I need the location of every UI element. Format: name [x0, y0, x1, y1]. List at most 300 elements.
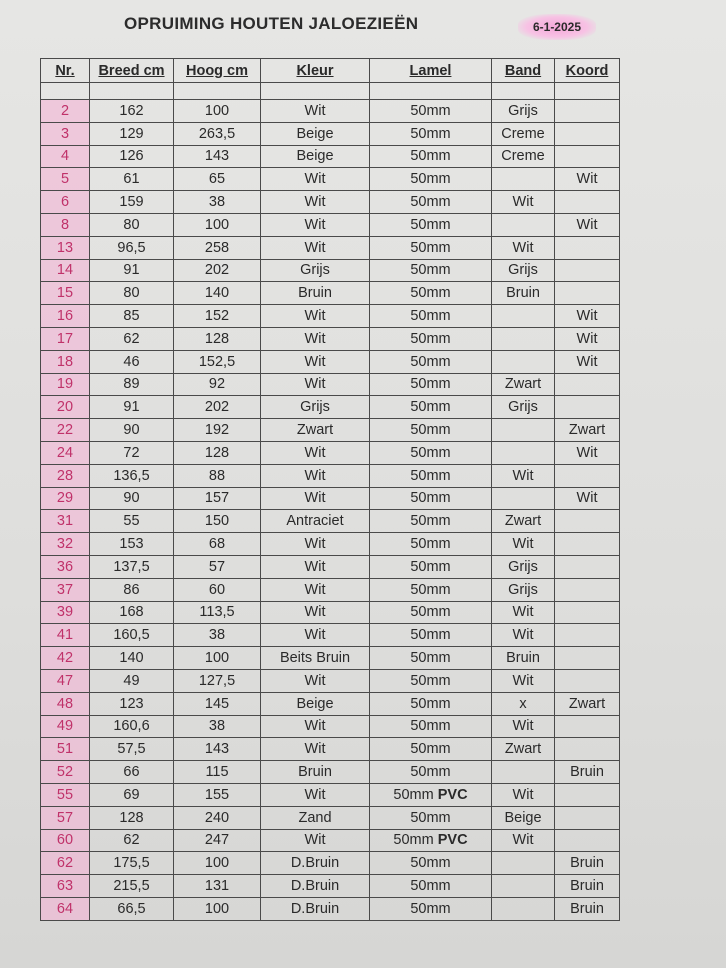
nr-cell: 14	[41, 259, 90, 282]
nr-cell: 55	[41, 783, 90, 806]
lamel-cell: 50mm	[370, 464, 492, 487]
band-cell: x	[492, 692, 555, 715]
table-row	[41, 669, 620, 692]
breed-cell: 129	[90, 122, 174, 145]
band-cell	[492, 213, 555, 236]
hoog-cell: 140	[174, 282, 261, 305]
band-cell: Zwart	[492, 738, 555, 761]
kleur-cell: Wit	[261, 555, 370, 578]
band-cell: Creme	[492, 122, 555, 145]
breed-cell: 85	[90, 305, 174, 328]
koord-cell: Wit	[555, 487, 620, 510]
nr-cell: 52	[41, 761, 90, 784]
table-row	[41, 624, 620, 647]
lamel-cell: 50mm	[370, 647, 492, 670]
hoog-cell: 57	[174, 555, 261, 578]
hoog-cell: 38	[174, 191, 261, 214]
lamel-cell: 50mm	[370, 875, 492, 898]
lamel-cell: 50mm PVC	[370, 783, 492, 806]
koord-cell	[555, 122, 620, 145]
nr-cell: 51	[41, 738, 90, 761]
breed-cell: 80	[90, 282, 174, 305]
band-cell: Beige	[492, 806, 555, 829]
band-cell: Wit	[492, 464, 555, 487]
breed-cell: 46	[90, 350, 174, 373]
kleur-cell: Wit	[261, 100, 370, 123]
kleur-cell: Bruin	[261, 761, 370, 784]
lamel-cell: 50mm	[370, 669, 492, 692]
koord-cell: Zwart	[555, 692, 620, 715]
table-row	[41, 510, 620, 533]
breed-cell: 96,5	[90, 236, 174, 259]
hoog-cell: 131	[174, 875, 261, 898]
breed-cell: 137,5	[90, 555, 174, 578]
breed-cell: 91	[90, 259, 174, 282]
kleur-cell: Zwart	[261, 419, 370, 442]
band-cell	[492, 897, 555, 920]
kleur-cell: D.Bruin	[261, 875, 370, 898]
nr-cell: 2	[41, 100, 90, 123]
band-cell: Wit	[492, 715, 555, 738]
nr-cell: 36	[41, 555, 90, 578]
band-cell: Grijs	[492, 578, 555, 601]
breed-cell: 80	[90, 213, 174, 236]
lamel-cell: 50mm	[370, 259, 492, 282]
kleur-cell: Wit	[261, 783, 370, 806]
nr-cell: 13	[41, 236, 90, 259]
band-cell: Grijs	[492, 396, 555, 419]
hoog-cell: 100	[174, 897, 261, 920]
koord-cell	[555, 647, 620, 670]
kleur-cell: D.Bruin	[261, 852, 370, 875]
kleur-cell: Bruin	[261, 282, 370, 305]
band-cell: Wit	[492, 783, 555, 806]
koord-cell: Wit	[555, 327, 620, 350]
nr-cell: 22	[41, 419, 90, 442]
band-cell: Wit	[492, 601, 555, 624]
hoog-cell: 143	[174, 145, 261, 168]
hoog-cell: 38	[174, 715, 261, 738]
band-cell	[492, 350, 555, 373]
table-row	[41, 100, 620, 123]
table-row	[41, 350, 620, 373]
kleur-cell: Beits Bruin	[261, 647, 370, 670]
kleur-cell: D.Bruin	[261, 897, 370, 920]
nr-cell: 17	[41, 327, 90, 350]
koord-cell	[555, 396, 620, 419]
table-header-row	[41, 59, 620, 83]
hoog-cell: 113,5	[174, 601, 261, 624]
hoog-cell: 88	[174, 464, 261, 487]
lamel-cell: 50mm	[370, 305, 492, 328]
koord-cell	[555, 464, 620, 487]
lamel-cell: 50mm	[370, 419, 492, 442]
breed-cell: 49	[90, 669, 174, 692]
koord-cell	[555, 533, 620, 556]
lamel-cell: 50mm	[370, 738, 492, 761]
table-row	[41, 213, 620, 236]
breed-cell: 175,5	[90, 852, 174, 875]
breed-cell: 72	[90, 441, 174, 464]
koord-cell	[555, 806, 620, 829]
lamel-cell: 50mm	[370, 601, 492, 624]
table-row	[41, 305, 620, 328]
koord-cell: Zwart	[555, 419, 620, 442]
breed-cell: 86	[90, 578, 174, 601]
hoog-cell: 60	[174, 578, 261, 601]
breed-cell: 159	[90, 191, 174, 214]
table-row	[41, 692, 620, 715]
koord-cell	[555, 555, 620, 578]
kleur-cell: Wit	[261, 464, 370, 487]
breed-cell: 62	[90, 327, 174, 350]
table-row	[41, 464, 620, 487]
table-row	[41, 601, 620, 624]
koord-cell	[555, 373, 620, 396]
hoog-cell: 150	[174, 510, 261, 533]
table-row	[41, 715, 620, 738]
breed-cell: 215,5	[90, 875, 174, 898]
page-title: OPRUIMING HOUTEN JALOEZIEËN	[124, 14, 419, 33]
kleur-cell: Wit	[261, 236, 370, 259]
nr-cell: 49	[41, 715, 90, 738]
blank-cell	[174, 83, 261, 100]
koord-cell: Bruin	[555, 875, 620, 898]
hoog-cell: 152	[174, 305, 261, 328]
breed-cell: 55	[90, 510, 174, 533]
table-row	[41, 533, 620, 556]
table-row	[41, 852, 620, 875]
header-hoog: Hoog cm	[174, 59, 261, 83]
koord-cell	[555, 715, 620, 738]
hoog-cell: 115	[174, 761, 261, 784]
kleur-cell: Grijs	[261, 259, 370, 282]
band-cell: Zwart	[492, 373, 555, 396]
header-nr: Nr.	[41, 59, 90, 83]
table-row	[41, 783, 620, 806]
table-row	[41, 327, 620, 350]
breed-cell: 62	[90, 829, 174, 852]
band-cell	[492, 327, 555, 350]
nr-cell: 8	[41, 213, 90, 236]
hoog-cell: 128	[174, 327, 261, 350]
lamel-cell: 50mm	[370, 213, 492, 236]
koord-cell	[555, 236, 620, 259]
nr-cell: 28	[41, 464, 90, 487]
band-cell	[492, 168, 555, 191]
koord-cell	[555, 145, 620, 168]
band-cell	[492, 487, 555, 510]
table-row	[41, 396, 620, 419]
breed-cell: 160,5	[90, 624, 174, 647]
kleur-cell: Antraciet	[261, 510, 370, 533]
nr-cell: 60	[41, 829, 90, 852]
lamel-cell: 50mm	[370, 487, 492, 510]
hoog-cell: 100	[174, 100, 261, 123]
band-cell	[492, 875, 555, 898]
nr-cell: 24	[41, 441, 90, 464]
hoog-cell: 258	[174, 236, 261, 259]
hoog-cell: 100	[174, 852, 261, 875]
blank-cell	[555, 83, 620, 100]
table-row	[41, 373, 620, 396]
table-row	[41, 647, 620, 670]
band-cell	[492, 419, 555, 442]
breed-cell: 168	[90, 601, 174, 624]
table-row	[41, 419, 620, 442]
header-kleur: Kleur	[261, 59, 370, 83]
kleur-cell: Wit	[261, 715, 370, 738]
table-row	[41, 555, 620, 578]
blank-cell	[370, 83, 492, 100]
lamel-cell: 50mm	[370, 624, 492, 647]
table-row	[41, 122, 620, 145]
nr-cell: 5	[41, 168, 90, 191]
band-cell: Grijs	[492, 259, 555, 282]
lamel-cell: 50mm	[370, 100, 492, 123]
lamel-cell: 50mm	[370, 715, 492, 738]
nr-cell: 16	[41, 305, 90, 328]
breed-cell: 66,5	[90, 897, 174, 920]
lamel-cell: 50mm	[370, 897, 492, 920]
nr-cell: 42	[41, 647, 90, 670]
koord-cell: Bruin	[555, 852, 620, 875]
koord-cell	[555, 669, 620, 692]
band-cell	[492, 852, 555, 875]
koord-cell	[555, 259, 620, 282]
lamel-cell: 50mm	[370, 350, 492, 373]
breed-cell: 153	[90, 533, 174, 556]
table-row	[41, 738, 620, 761]
koord-cell: Wit	[555, 168, 620, 191]
lamel-cell: 50mm	[370, 510, 492, 533]
kleur-cell: Wit	[261, 533, 370, 556]
header-koord: Koord	[555, 59, 620, 83]
nr-cell: 31	[41, 510, 90, 533]
table-row	[41, 168, 620, 191]
breed-cell: 89	[90, 373, 174, 396]
koord-cell	[555, 578, 620, 601]
header-breed: Breed cm	[90, 59, 174, 83]
breed-cell: 66	[90, 761, 174, 784]
koord-cell	[555, 624, 620, 647]
date-highlight: 6-1-2025	[518, 14, 596, 40]
table-row	[41, 761, 620, 784]
breed-cell: 140	[90, 647, 174, 670]
nr-cell: 48	[41, 692, 90, 715]
koord-cell	[555, 601, 620, 624]
nr-cell: 3	[41, 122, 90, 145]
table-row	[41, 487, 620, 510]
lamel-cell: 50mm	[370, 122, 492, 145]
koord-cell	[555, 282, 620, 305]
lamel-cell: 50mm	[370, 692, 492, 715]
hoog-cell: 155	[174, 783, 261, 806]
lamel-cell: 50mm	[370, 441, 492, 464]
hoog-cell: 128	[174, 441, 261, 464]
breed-cell: 123	[90, 692, 174, 715]
blank-cell	[90, 83, 174, 100]
band-cell: Zwart	[492, 510, 555, 533]
nr-cell: 29	[41, 487, 90, 510]
koord-cell: Bruin	[555, 761, 620, 784]
nr-cell: 41	[41, 624, 90, 647]
band-cell: Creme	[492, 145, 555, 168]
nr-cell: 6	[41, 191, 90, 214]
band-cell: Wit	[492, 669, 555, 692]
koord-cell	[555, 100, 620, 123]
table-row	[41, 806, 620, 829]
kleur-cell: Wit	[261, 578, 370, 601]
table-row	[41, 282, 620, 305]
hoog-cell: 202	[174, 259, 261, 282]
breed-cell: 136,5	[90, 464, 174, 487]
nr-cell: 37	[41, 578, 90, 601]
band-cell: Wit	[492, 533, 555, 556]
nr-cell: 47	[41, 669, 90, 692]
table-row	[41, 441, 620, 464]
koord-cell: Bruin	[555, 897, 620, 920]
blank-cell	[41, 83, 90, 100]
header-band: Band	[492, 59, 555, 83]
kleur-cell: Wit	[261, 350, 370, 373]
blank-row	[41, 83, 620, 100]
lamel-cell: 50mm	[370, 168, 492, 191]
lamel-cell: 50mm	[370, 191, 492, 214]
nr-cell: 62	[41, 852, 90, 875]
band-cell: Wit	[492, 236, 555, 259]
hoog-cell: 92	[174, 373, 261, 396]
lamel-cell: 50mm	[370, 327, 492, 350]
lamel-cell: 50mm	[370, 236, 492, 259]
nr-cell: 63	[41, 875, 90, 898]
kleur-cell: Beige	[261, 145, 370, 168]
koord-cell: Wit	[555, 305, 620, 328]
breed-cell: 91	[90, 396, 174, 419]
kleur-cell: Wit	[261, 738, 370, 761]
kleur-cell: Wit	[261, 191, 370, 214]
table-row	[41, 259, 620, 282]
lamel-cell: 50mm	[370, 578, 492, 601]
hoog-cell: 240	[174, 806, 261, 829]
lamel-cell: 50mm	[370, 396, 492, 419]
lamel-cell: 50mm	[370, 373, 492, 396]
hoog-cell: 100	[174, 647, 261, 670]
kleur-cell: Wit	[261, 441, 370, 464]
hoog-cell: 202	[174, 396, 261, 419]
band-cell	[492, 441, 555, 464]
nr-cell: 19	[41, 373, 90, 396]
table-row	[41, 875, 620, 898]
koord-cell: Wit	[555, 213, 620, 236]
lamel-cell: 50mm	[370, 533, 492, 556]
band-cell: Grijs	[492, 555, 555, 578]
lamel-cell: 50mm	[370, 282, 492, 305]
kleur-cell: Grijs	[261, 396, 370, 419]
lamel-cell: 50mm	[370, 852, 492, 875]
hoog-cell: 157	[174, 487, 261, 510]
lamel-cell: 50mm	[370, 555, 492, 578]
nr-cell: 20	[41, 396, 90, 419]
nr-cell: 39	[41, 601, 90, 624]
nr-cell: 4	[41, 145, 90, 168]
hoog-cell: 100	[174, 213, 261, 236]
hoog-cell: 247	[174, 829, 261, 852]
table-row	[41, 191, 620, 214]
breed-cell: 57,5	[90, 738, 174, 761]
nr-cell: 57	[41, 806, 90, 829]
hoog-cell: 65	[174, 168, 261, 191]
breed-cell: 61	[90, 168, 174, 191]
nr-cell: 32	[41, 533, 90, 556]
kleur-cell: Wit	[261, 601, 370, 624]
nr-cell: 15	[41, 282, 90, 305]
koord-cell	[555, 191, 620, 214]
koord-cell	[555, 829, 620, 852]
kleur-cell: Zand	[261, 806, 370, 829]
band-cell	[492, 761, 555, 784]
koord-cell	[555, 738, 620, 761]
breed-cell: 126	[90, 145, 174, 168]
band-cell: Grijs	[492, 100, 555, 123]
table-row	[41, 145, 620, 168]
band-cell: Wit	[492, 191, 555, 214]
band-cell: Bruin	[492, 282, 555, 305]
kleur-cell: Beige	[261, 122, 370, 145]
koord-cell	[555, 510, 620, 533]
lamel-cell: 50mm	[370, 145, 492, 168]
kleur-cell: Beige	[261, 692, 370, 715]
koord-cell: Wit	[555, 441, 620, 464]
kleur-cell: Wit	[261, 487, 370, 510]
header-lamel: Lamel	[370, 59, 492, 83]
kleur-cell: Wit	[261, 168, 370, 191]
kleur-cell: Wit	[261, 305, 370, 328]
breed-cell: 90	[90, 487, 174, 510]
kleur-cell: Wit	[261, 829, 370, 852]
blank-cell	[492, 83, 555, 100]
breed-cell: 128	[90, 806, 174, 829]
hoog-cell: 127,5	[174, 669, 261, 692]
table-row	[41, 829, 620, 852]
blank-cell	[261, 83, 370, 100]
kleur-cell: Wit	[261, 213, 370, 236]
nr-cell: 18	[41, 350, 90, 373]
nr-cell: 64	[41, 897, 90, 920]
hoog-cell: 263,5	[174, 122, 261, 145]
koord-cell	[555, 783, 620, 806]
breed-cell: 69	[90, 783, 174, 806]
koord-cell: Wit	[555, 350, 620, 373]
band-cell: Bruin	[492, 647, 555, 670]
hoog-cell: 68	[174, 533, 261, 556]
breed-cell: 160,6	[90, 715, 174, 738]
hoog-cell: 38	[174, 624, 261, 647]
table-row	[41, 897, 620, 920]
band-cell: Wit	[492, 829, 555, 852]
kleur-cell: Wit	[261, 624, 370, 647]
lamel-cell: 50mm PVC	[370, 829, 492, 852]
kleur-cell: Wit	[261, 373, 370, 396]
band-cell	[492, 305, 555, 328]
kleur-cell: Wit	[261, 327, 370, 350]
hoog-cell: 192	[174, 419, 261, 442]
breed-cell: 90	[90, 419, 174, 442]
breed-cell: 162	[90, 100, 174, 123]
table-row	[41, 236, 620, 259]
lamel-cell: 50mm	[370, 806, 492, 829]
inventory-table	[40, 58, 620, 921]
